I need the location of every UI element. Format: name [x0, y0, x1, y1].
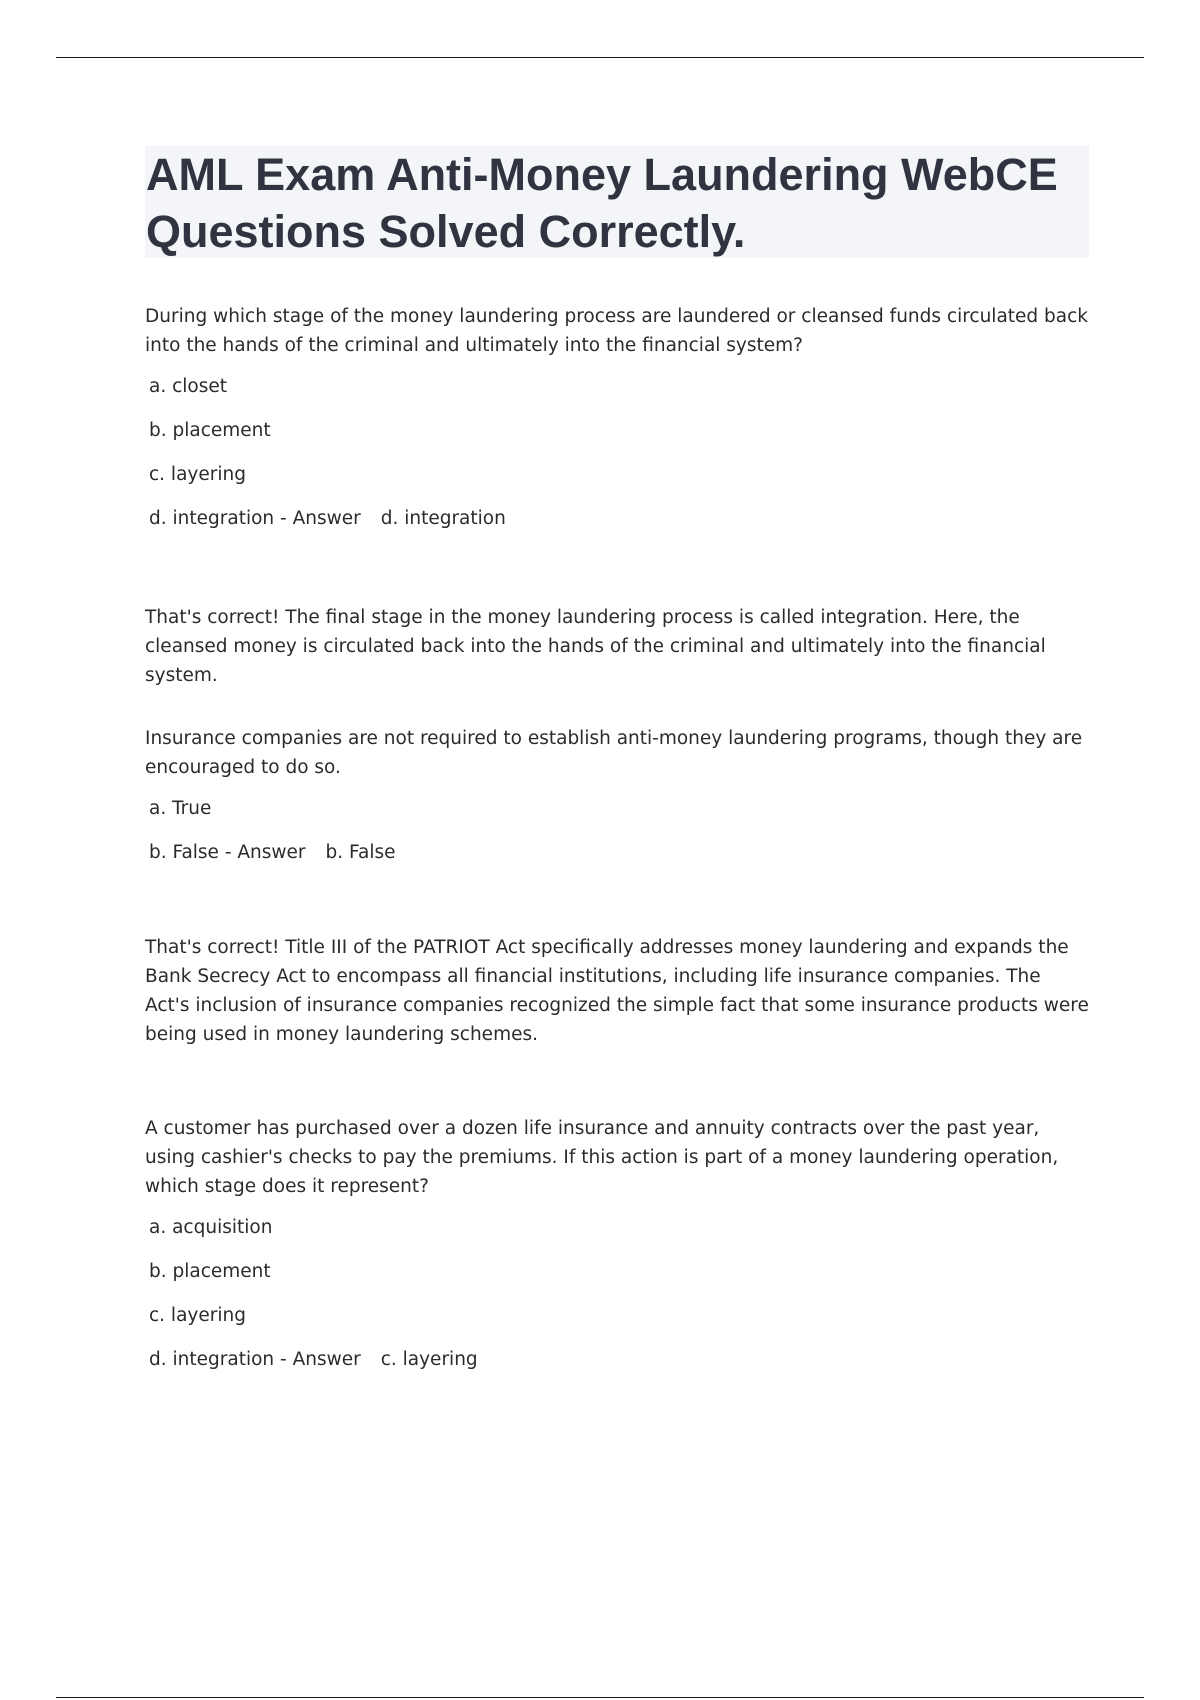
title-block — [145, 146, 1089, 258]
question-block-1 — [145, 302, 1090, 548]
option-item-answer: d. integration - Answer c. layering — [149, 1349, 478, 1370]
explanation-text: That's correct! The final stage in the money laundering process is called integration. Here, the cleansed money is circulated back into the hands of the criminal and ultimately into the financial system. — [145, 607, 1046, 686]
explanation-block-1 — [145, 603, 1090, 690]
question-block-3 — [145, 1114, 1090, 1389]
option-item: c. layering — [149, 464, 246, 485]
option-list — [145, 1213, 1090, 1374]
option-item: a. True — [149, 798, 212, 819]
option-list — [145, 794, 1090, 867]
option-item-answer: b. False - Answer b. False — [149, 842, 396, 863]
option-item: c. layering — [149, 1305, 246, 1326]
option-item: b. placement — [149, 420, 271, 441]
page-title: AML Exam Anti-Money Laundering WebCE Questions Solved Correctly. — [146, 149, 1058, 257]
option-item: a. closet — [149, 376, 228, 397]
top-rule — [56, 57, 1144, 58]
question-text: Insurance companies are not required to establish anti-money laundering programs, though they are encouraged to do so. — [145, 728, 1083, 778]
explanation-text: That's correct! Title III of the PATRIOT Act specifically addresses money laundering and expands the Bank Secrecy Act to encompass all financial institutions, including life insurance companies. The Act's inclusion of insurance companies recognized the simple fact that some insurance products were being used in money laundering schemes. — [145, 937, 1089, 1045]
explanation-block-2 — [145, 933, 1090, 1049]
question-block-2 — [145, 724, 1090, 882]
option-item: b. placement — [149, 1261, 271, 1282]
option-item-answer: d. integration - Answer d. integration — [149, 508, 506, 529]
question-text: A customer has purchased over a dozen life insurance and annuity contracts over the past year, using cashier's checks to pay the premiums. If this action is part of a money laundering operation, which stage does it represent? — [145, 1118, 1059, 1197]
option-item: a. acquisition — [149, 1217, 273, 1238]
answer-text: b. False — [325, 842, 396, 863]
option-list — [145, 372, 1090, 533]
bottom-rule — [56, 1697, 1144, 1698]
question-text: During which stage of the money laundering process are laundered or cleansed funds circulated back into the hands of the criminal and ultimately into the financial system? — [145, 306, 1089, 356]
answer-text: d. integration — [380, 508, 506, 529]
answer-text: c. layering — [380, 1349, 478, 1370]
